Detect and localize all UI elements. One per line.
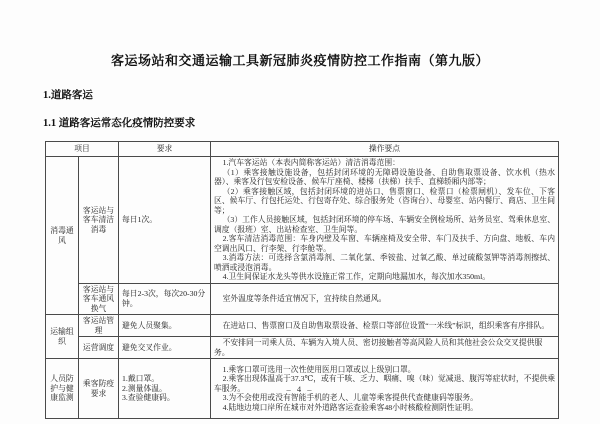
item-cell: 客运站管理 xyxy=(79,315,119,337)
item-cell: 乘客防疫要求 xyxy=(79,359,119,419)
item-cell: 客运站与客车通风换气 xyxy=(79,283,119,315)
points-cell xyxy=(211,315,559,337)
requirement-cell: 每日1次。 xyxy=(119,157,211,284)
requirement-cell: 每日2-3次，每次20-30分钟。 xyxy=(119,283,211,315)
document-title: 客运场站和交通运输工具新冠肺炎疫情防控工作指南（第九版） xyxy=(110,53,489,68)
points-paragraph: 1.乘客口罩可选用一次性使用医用口罩或以上级别口罩。 xyxy=(222,364,416,374)
points-paragraph: 2.客车清洁消毒范围：车身内壁及车窗、车辆座椅及安全带、车门及扶手、方向盘、地板、车内空调出风口、行李架、行李舱等。 xyxy=(214,234,555,253)
points-cell xyxy=(211,337,559,359)
requirement-line: 1.戴口罩。 xyxy=(122,374,160,384)
points-paragraph: 不安排同一司乘人员、车辆为入境人员、密切接触者等高风险人员和其他社会公众交叉提供服务。 xyxy=(214,338,543,357)
requirement-cell: 避免人员聚集。 xyxy=(119,315,211,337)
header-points: 操作要点 xyxy=(211,142,559,157)
group-cell-personal-protection: 人员防护与健康监测 xyxy=(46,359,79,419)
item-cell: 运营调度 xyxy=(79,337,119,359)
points-cell xyxy=(211,157,559,284)
points-paragraph: 3.为不会使用或没有智能手机的老人、儿童等乘客提供代查健康码等服务。 xyxy=(222,393,478,403)
points-paragraph: （3）工作人员接触区域，包括封闭环境的停车场、车辆安全例检场所、站务员室、驾乘休息室、调度（报班）室、出站检查室、卫生间等。 xyxy=(214,215,555,234)
table-header-row xyxy=(46,142,559,157)
group-cell-transport-organization: 运输组织 xyxy=(46,315,79,359)
prevention-table xyxy=(45,141,559,419)
points-paragraph: 4.卫生间保证水龙头等供水设施正常工作，定期向地漏加水，每次加水350ml。 xyxy=(222,272,491,281)
points-paragraph: 3.消毒方法：可选择含氯消毒剂、二氧化氯、季铵盐、过氧乙酸、单过硫酸氢钾等消毒剂擦拭、喷洒或浸泡消毒。 xyxy=(214,253,555,272)
points-paragraph: 室外温度等条件适宜情况下，宜持续自然通风。 xyxy=(222,294,387,303)
points-paragraph: （2）乘客接触区域，包括封闭环境的进站口、售票窗口、检票口（检票闸机）、发车位、下客区、候车厅、行包托运处、行包寄存处、综合服务处（咨询台）、母婴室、站内餐厅、商店、卫生间等； xyxy=(214,186,555,215)
table-row-ventilation xyxy=(46,283,559,315)
points-paragraph: （1）乘客接触设施设备，包括封闭环境的无障碍设施设备、自助售取票设备、饮水机（热水器）、乘客及行包安检设备、候车厅座椅、楼梯（扶梯）扶手、直梯轿厢内部等； xyxy=(214,167,555,186)
item-cell: 客运站与客车清洁消毒 xyxy=(79,157,119,284)
points-cell xyxy=(211,283,559,315)
table-row-operation-scheduling xyxy=(46,337,559,359)
points-paragraph: 4.陆地边境口岸所在城市对外道路客运查验乘客48小时核酸检测阴性证明。 xyxy=(222,402,478,412)
table-row-cleaning-disinfection xyxy=(46,157,559,284)
header-requirement: 要求 xyxy=(119,142,211,157)
table-row-station-management xyxy=(46,315,559,337)
header-item: 项目 xyxy=(46,142,119,157)
requirement-cell: 避免交叉作业。 xyxy=(119,337,211,359)
points-paragraph: 在进站口、售票窗口及自助售取票设备、检票口等部位设置“一米线”标识，组织乘客有序排队。 xyxy=(222,320,550,330)
group-cell-disinfection-ventilation: 消毒通风 xyxy=(46,157,79,315)
requirement-line: 3.查验健康码。 xyxy=(122,393,175,403)
requirement-line: 2.测量体温。 xyxy=(122,383,167,393)
section-heading: 1.道路客运 xyxy=(43,90,93,101)
points-paragraph: 1.汽车客运站（本表内简称客运站）清洁消毒范围： xyxy=(222,158,400,167)
page-number: – 4 – xyxy=(286,384,314,394)
points-paragraph: 2.乘客出现体温高于37.3℃，或有干咳、乏力、咽痛、嗅（味）觉减退、腹泻等症状时，不提供乘车服务。 xyxy=(214,374,555,393)
subsection-heading: 1.1 道路客运常态化疫情防控要求 xyxy=(43,118,196,129)
